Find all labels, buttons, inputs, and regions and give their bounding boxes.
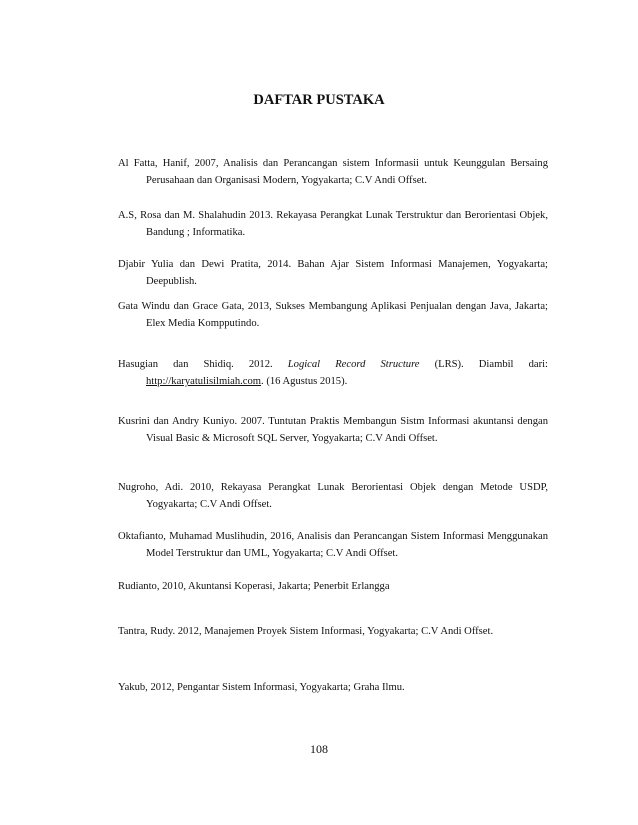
page-number: 108 — [310, 742, 328, 756]
reference-item: Nugroho, Adi. 2010, Rekayasa Perangkat Lunak Berorientasi Objek dengan Metode USDP, Yogyakarta; C.V Andi Offset. — [118, 482, 548, 510]
reference-item: Al Fatta, Hanif, 2007, Analisis dan Perancangan sistem Informasii untuk Keunggulan Bersaing Perusahaan dan Organisasi Modern, Yogyakarta; C.V Andi Offset. — [118, 158, 548, 186]
reference-item: Kusrini dan Andry Kuniyo. 2007. Tuntutan Praktis Membangun Sistm Informasi akuntansi dengan Visual Basic & Microsoft SQL Server, Yogyakarta; C.V Andi Offset. — [118, 416, 548, 444]
reference-item: Gata Windu dan Grace Gata, 2013, Sukses Membangung Aplikasi Penjualan dengan Java, Jakarta; Elex Media Kompputindo. — [118, 301, 548, 329]
reference-item — [118, 356, 548, 390]
reference-item: A.S, Rosa dan M. Shalahudin 2013. Rekayasa Perangkat Lunak Terstruktur dan Berorientasi Objek, Bandung ; Informatika. — [118, 210, 548, 238]
reference-text: . (16 Agustus 2015). — [261, 376, 348, 387]
reference-item: Djabir Yulia dan Dewi Pratita, 2014. Bahan Ajar Sistem Informasi Manajemen, Yogyakarta; Deepublish. — [118, 259, 548, 287]
reference-italic-title: Logical Record Structure — [287, 359, 420, 370]
reference-item: Oktafianto, Muhamad Muslihudin, 2016, Analisis dan Perancangan Sistem Informasi Menggunakan Model Terstruktur dan UML, Yogyakarta; C.V Andi Offset. — [118, 531, 548, 559]
reference-item: Rudianto, 2010, Akuntansi Koperasi, Jakarta; Penerbit Erlangga — [118, 581, 390, 592]
reference-item: Yakub, 2012, Pengantar Sistem Informasi, Yogyakarta; Graha Ilmu. — [118, 682, 405, 693]
reference-text: Hasugian dan Shidiq. 2012. — [118, 359, 288, 370]
reference-item: Tantra, Rudy. 2012, Manajemen Proyek Sistem Informasi, Yogyakarta; C.V Andi Offset. — [118, 626, 494, 637]
reference-text: (LRS). Diambil dari: — [419, 359, 548, 370]
page-title: DAFTAR PUSTAKA — [253, 92, 385, 108]
reference-link[interactable]: http://karyatulisilmiah.com — [146, 376, 262, 387]
